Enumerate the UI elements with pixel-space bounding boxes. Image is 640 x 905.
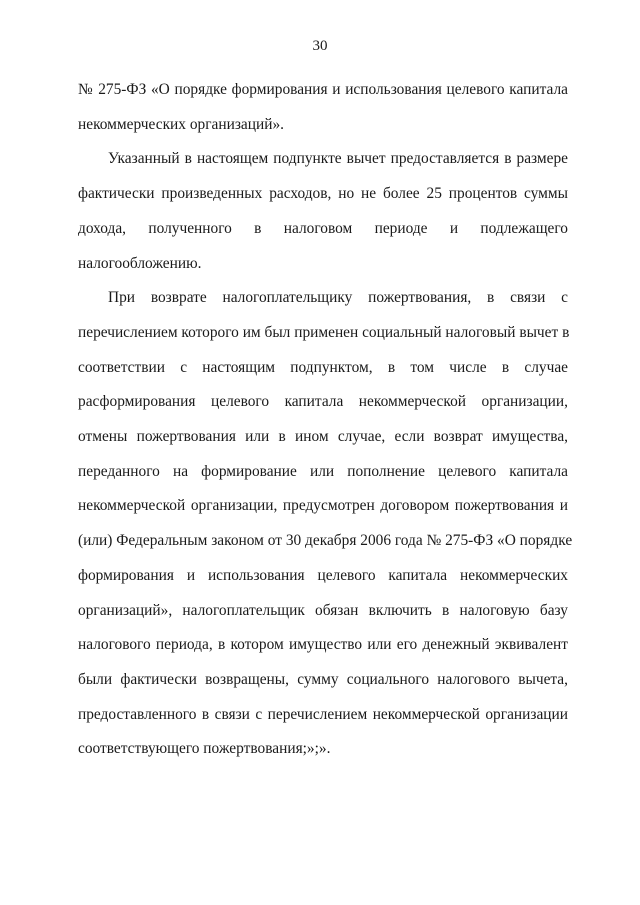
- text-line: фактически произведенных расходов, но не более 25 процентов суммы: [78, 185, 568, 203]
- text-line: были фактически возвращены, сумму социального налогового вычета,: [78, 670, 568, 688]
- paragraph-donation-return: [78, 281, 573, 767]
- paragraph-deduction-limit: [78, 142, 568, 281]
- paragraph-continuation: [78, 73, 568, 142]
- text-line: некоммерческих организаций».: [78, 115, 284, 133]
- text-line: отмены пожертвования или в ином случае, если возврат имущества,: [78, 428, 568, 446]
- text-line: формирования и использования целевого капитала некоммерческих: [78, 566, 568, 584]
- text-line: (или) Федеральным законом от 30 декабря 2006 года № 275-ФЗ «О порядке: [78, 532, 573, 550]
- text-line: некоммерческой организации, предусмотрен договором пожертвования и: [78, 497, 568, 515]
- text-line: налогового периода, в котором имущество или его денежный эквивалент: [78, 636, 568, 654]
- text-line: перечислением которого им был применен социальный налоговый вычет в: [78, 323, 570, 341]
- text-line: переданного на формирование или пополнение целевого капитала: [78, 462, 568, 480]
- text-line: организаций», налогоплательщик обязан включить в налоговую базу: [78, 601, 568, 619]
- text-line: № 275-ФЗ «О порядке формирования и использования целевого капитала: [78, 81, 568, 98]
- text-line: дохода, полученного в налоговом периоде и подлежащего: [78, 219, 568, 237]
- text-line: Указанный в настоящем подпункте вычет предоставляется в размере: [108, 150, 568, 168]
- text-line: предоставленного в связи с перечислением некоммерческой организации: [78, 705, 568, 723]
- text-line: При возврате налогоплательщику пожертвования, в связи с: [108, 289, 568, 307]
- text-line: соответствующего пожертвования;»;».: [78, 740, 331, 758]
- document-body: [78, 73, 573, 767]
- text-line: соответствии с настоящим подпунктом, в том числе в случае: [78, 358, 568, 376]
- text-line: налогообложению.: [78, 254, 202, 272]
- page-number: 30: [312, 38, 328, 54]
- text-line: расформирования целевого капитала некоммерческой организации,: [78, 393, 568, 411]
